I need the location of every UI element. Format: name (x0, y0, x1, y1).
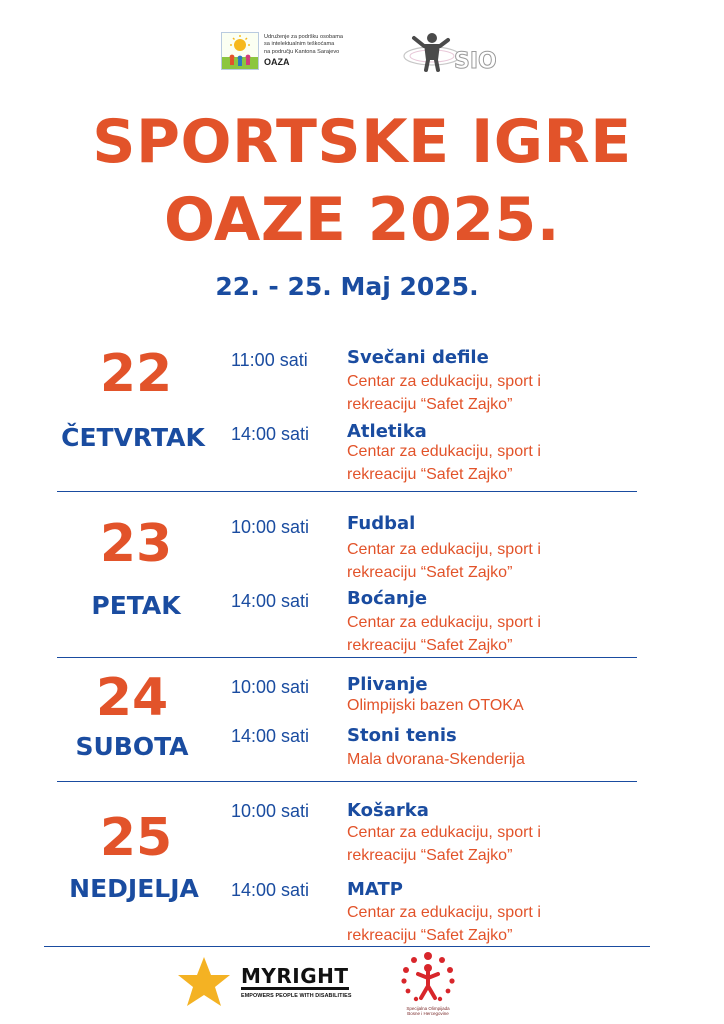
special-olympics-caption (386, 1006, 470, 1016)
event-name: Atletika (347, 421, 427, 442)
day-number: 24 (95, 668, 169, 728)
star-icon (176, 955, 232, 1009)
event-location (347, 694, 647, 717)
event-location (347, 440, 647, 486)
oaza-line: Udruženje za podršku osobama (264, 34, 343, 40)
event-time: 10:00 sati (231, 677, 310, 697)
so-line: Bosne i Hercegovine (407, 1011, 449, 1016)
so-line: Specijalna Olimpijada (406, 1006, 450, 1011)
event-location (347, 611, 647, 657)
event-location (347, 748, 647, 771)
section-divider (57, 657, 637, 658)
event-location-line: Centar za edukaciju, sport i (347, 541, 541, 558)
myright-word: MYRIGHT (241, 964, 349, 988)
event-name: Košarka (347, 800, 429, 821)
page-title-line-2: OAZE 2025. (164, 185, 560, 255)
event-location-line: rekreaciju “Safet Zajko” (347, 927, 513, 944)
event-location-line: rekreaciju “Safet Zajko” (347, 466, 513, 483)
event-name: Fudbal (347, 513, 416, 534)
section-divider (57, 781, 637, 782)
myright-logo (241, 966, 366, 999)
event-time: 14:00 sati (231, 880, 310, 900)
event-location-line: Centar za edukaciju, sport i (347, 373, 541, 390)
section-divider (44, 946, 650, 947)
sio-logo (402, 30, 496, 74)
day-number: 25 (99, 808, 173, 868)
event-name: Boćanje (347, 588, 428, 609)
event-location-line: Olimpijski bazen OTOKA (347, 697, 524, 714)
oaza-logo (221, 32, 259, 70)
oaza-line: sa intelektualnim teškoćama (264, 41, 335, 48)
event-name: Svečani defile (347, 347, 489, 368)
event-location (347, 821, 647, 867)
date-range: 22. - 25. Maj 2025. (215, 272, 479, 301)
day-number: 22 (99, 344, 173, 404)
day-number: 23 (99, 514, 173, 574)
event-time: 14:00 sati (231, 591, 310, 611)
day-name: ČETVRTAK (61, 423, 205, 452)
oaza-caption (264, 34, 343, 68)
event-location-line: Centar za edukaciju, sport i (347, 824, 541, 841)
section-divider (57, 491, 637, 492)
oaza-line: na području Kantona Sarajevo (264, 48, 340, 55)
event-location-line: rekreaciju “Safet Zajko” (347, 564, 513, 581)
event-time: 10:00 sati (231, 517, 310, 537)
event-location-line: rekreaciju “Safet Zajko” (347, 637, 513, 654)
oaza-brand: OAZA (264, 57, 290, 68)
event-time: 10:00 sati (231, 801, 310, 821)
event-location-line: Mala dvorana-Skenderija (347, 751, 525, 768)
event-name: MATP (347, 879, 403, 900)
event-time: 11:00 sati (231, 350, 308, 370)
event-location (347, 538, 647, 584)
sio-text: SIO (454, 49, 496, 74)
event-location (347, 901, 647, 947)
event-location-line: Centar za edukaciju, sport i (347, 614, 541, 631)
event-name: Stoni tenis (347, 725, 457, 746)
event-location-line: rekreaciju “Safet Zajko” (347, 847, 513, 864)
event-time: 14:00 sati (231, 424, 310, 444)
event-location-line: Centar za edukaciju, sport i (347, 904, 541, 921)
event-time: 14:00 sati (231, 726, 310, 746)
event-location-line: Centar za edukaciju, sport i (347, 443, 541, 460)
day-name: SUBOTA (75, 732, 189, 761)
event-name: Plivanje (347, 674, 428, 695)
day-name: NEDJELJA (69, 874, 199, 903)
page-title-line-1: SPORTSKE IGRE (92, 107, 632, 177)
myright-tagline: EMPOWERS PEOPLE WITH DISABILITIES (241, 993, 352, 999)
event-location-line: rekreaciju “Safet Zajko” (347, 396, 513, 413)
day-name: PETAK (91, 591, 181, 620)
event-location (347, 370, 647, 416)
